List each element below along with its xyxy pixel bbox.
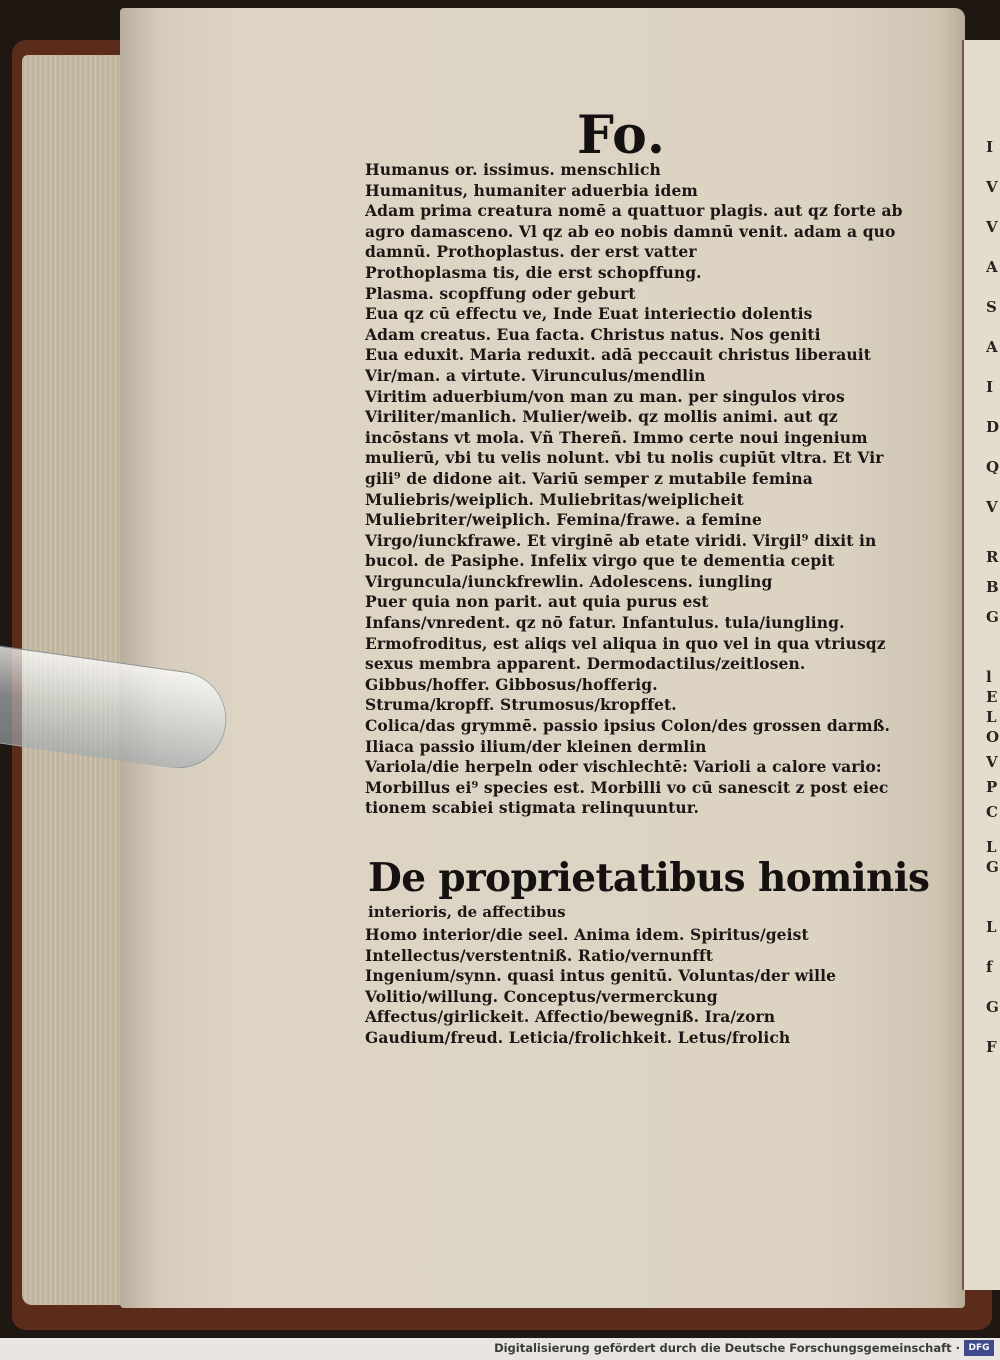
right-page-letter: f <box>986 960 993 974</box>
right-page-letter: G <box>986 610 999 624</box>
right-page-letter: B <box>986 580 999 594</box>
text-line: agro damasceno. Vl qz ab eo nobis damnū venit. adam a quo <box>365 221 896 241</box>
right-page-letter: V <box>986 180 998 194</box>
text-line: Adam prima creatura nomē a quattuor plagis. aut qz forte ab <box>365 201 903 221</box>
text-line: Variola/die herpeln oder vischlechtē: Varioli a calore vario: <box>365 757 882 777</box>
right-page-letter: V <box>986 220 998 234</box>
right-page-letter: L <box>986 920 997 934</box>
text-line: Ermofroditus, est aliqs vel aliqua in quo vel in qua vtriusqz <box>365 633 886 653</box>
text-line: Gibbus/hoffer. Gibbosus/hofferig. <box>365 674 658 694</box>
text-line: sexus membra apparent. Dermodactilus/zeitlosen. <box>365 654 806 674</box>
right-page-letter: A <box>986 260 998 274</box>
right-page-letter: O <box>986 730 1000 744</box>
text-line: Homo interior/die seel. Anima idem. Spiritus/geist <box>365 925 809 944</box>
text-line: Morbillus ei⁹ species est. Morbilli vo cū sanescit z post eiec <box>365 777 889 797</box>
right-page-letter: I <box>986 140 994 154</box>
text-line: Muliebriter/weiplich. Femina/frawe. a femine <box>365 510 762 530</box>
text-line: Prothoplasma tis, die erst schopffung. <box>365 262 702 282</box>
right-page-letter: D <box>986 420 1000 434</box>
text-line: mulierū, vbi tu velis nolunt. vbi tu nolis cupiūt vltra. Et Vir <box>365 448 884 468</box>
text-line: Humanitus, humaniter aduerbia idem <box>365 180 698 200</box>
right-page-letter: V <box>986 755 998 769</box>
text-line: Ingenium/synn. quasi intus genitū. Voluntas/der wille <box>365 966 837 986</box>
text-line: gili⁹ de didone ait. Variū semper z mutabile femina <box>365 468 813 488</box>
right-page-letter: I <box>986 380 994 394</box>
right-page-letter: R <box>986 550 999 564</box>
text-line: Iliaca passio ilium/der kleinen dermlin <box>365 736 707 756</box>
right-page-letter: L <box>986 710 997 724</box>
right-page-letter: P <box>986 780 998 794</box>
text-line: incōstans vt mola. Vñ Thereñ. Immo certe noui ingenium <box>365 427 868 447</box>
right-page-letter: G <box>986 860 999 874</box>
right-page-letter: F <box>986 1040 997 1054</box>
text-line: Viritim aduerbium/von man zu man. per singulos viros <box>365 386 845 406</box>
text-line: Colica/das grymmē. passio ipsius Colon/des grossen darmß. <box>365 716 891 736</box>
right-page-letter: S <box>986 300 997 314</box>
text-line: damnū. Prothoplastus. der erst vatter <box>365 242 697 262</box>
text-line: Puer quia non parit. aut quia purus est <box>365 592 709 612</box>
right-page-letter: l <box>986 670 992 684</box>
right-page-letter: E <box>986 690 998 704</box>
right-page-letter: V <box>986 500 998 514</box>
text-line: Adam creatus. Eua facta. Christus natus. Nos geniti <box>365 324 821 344</box>
text-line: Viriliter/manlich. Mulier/weib. qz mollis animi. aut qz <box>365 407 838 427</box>
text-line: Humanus or. issimus. menschlich <box>365 160 661 179</box>
text-block-1 <box>365 160 905 819</box>
text-line: Affectus/girlickeit. Affectio/bewegniß. Ira/zorn <box>365 1007 776 1027</box>
funding-credit: Digitalisierung gefördert durch die Deutsche Forschungsgemeinschaft · <box>494 1341 960 1355</box>
text-line: Gaudium/freud. Leticia/frolichkeit. Letus/frolich <box>365 1027 791 1047</box>
right-page-letter: Q <box>986 460 1000 474</box>
text-line: Plasma. scopffung oder geburt <box>365 283 636 303</box>
text-line: Struma/kropff. Strumosus/kropffet. <box>365 695 677 715</box>
text-line: Eua eduxit. Maria reduxit. adā peccauit christus liberauit <box>365 345 871 365</box>
right-page-letter: A <box>986 340 998 354</box>
text-line: tionem scabiei stigmata relinquuntur. <box>365 798 700 818</box>
section-subheading: interioris, de affectibus <box>368 903 566 921</box>
text-line: Eua qz cū effectu ve, Inde Euat interiectio dolentis <box>365 304 813 324</box>
right-page-letter: C <box>986 805 998 819</box>
section-heading: De proprietatibus hominis <box>368 855 930 901</box>
text-line: Virgo/iunckfrawe. Et virginē ab etate viridi. Virgil⁹ dixit in <box>365 530 877 550</box>
text-line: Virguncula/iunckfrewlin. Adolescens. iungling <box>365 571 773 591</box>
page-header: Fo. <box>577 105 666 166</box>
right-page-letter: L <box>986 840 997 854</box>
text-line: Muliebris/weiplich. Muliebritas/weiplicheit <box>365 489 744 509</box>
text-block-2 <box>365 925 905 1049</box>
text-line: Volitio/willung. Conceptus/vermerckung <box>365 986 718 1006</box>
text-line: Vir/man. a virtute. Virunculus/mendlin <box>365 365 706 385</box>
text-line: bucol. de Pasiphe. Infelix virgo que te dementia cepit <box>365 551 835 571</box>
right-page-letter: G <box>986 1000 999 1014</box>
text-line: Infans/vnredent. qz nō fatur. Infantulus. tula/iungling. <box>365 613 845 633</box>
dfg-logo: DFG <box>964 1340 994 1356</box>
right-page-fragment <box>962 40 1000 1290</box>
text-line: Intellectus/verstentniß. Ratio/vernunfft <box>365 945 714 965</box>
